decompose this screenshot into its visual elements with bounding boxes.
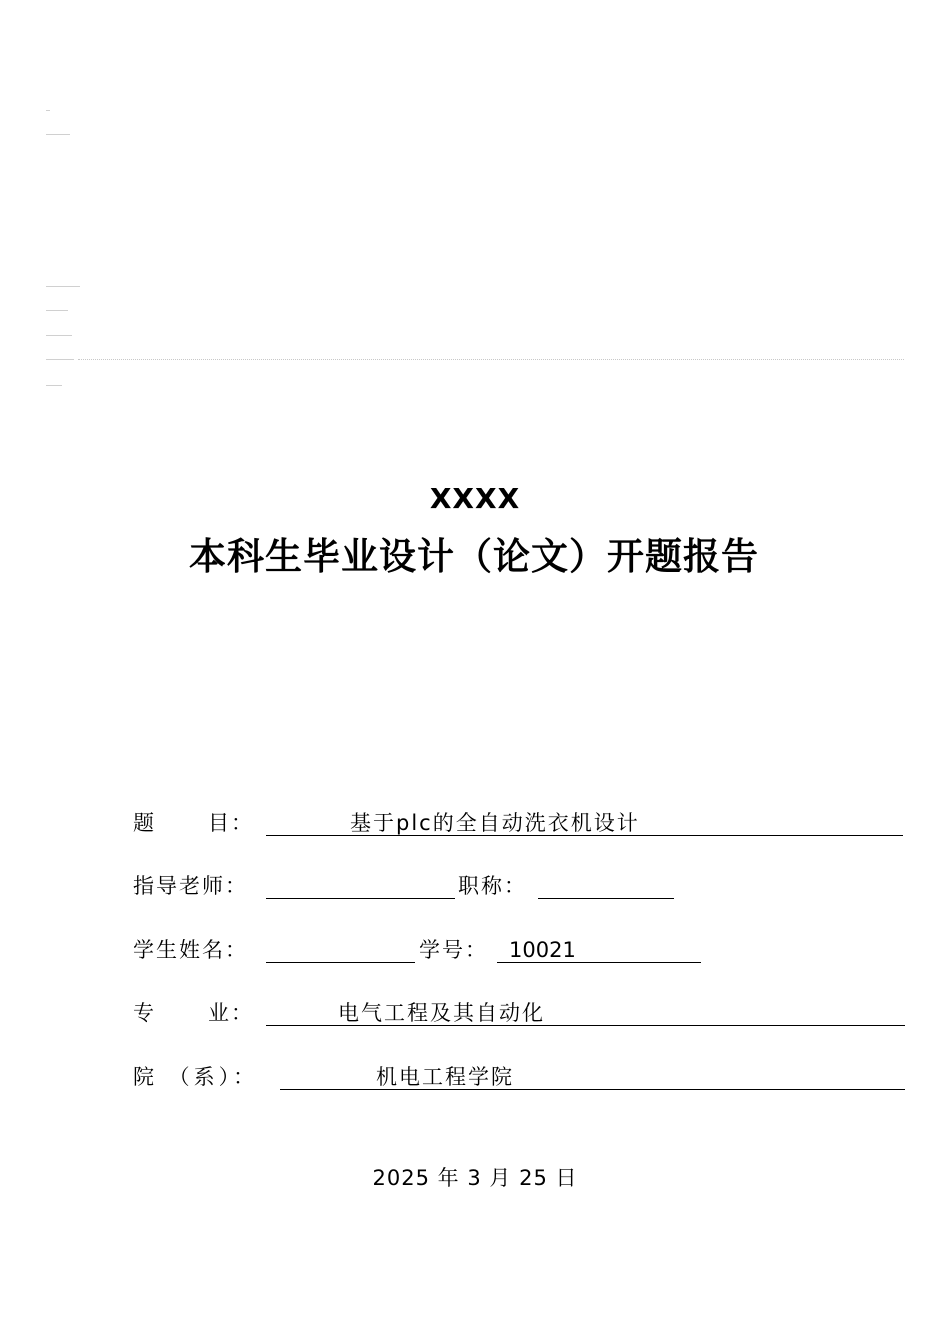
header-mark bbox=[46, 134, 70, 135]
advisor-title-field[interactable] bbox=[538, 871, 674, 899]
topic-label: 题 目： bbox=[133, 811, 255, 835]
department-field[interactable] bbox=[280, 1062, 905, 1090]
advisor-label: 指导老师： bbox=[133, 874, 248, 898]
student-id-label: 学号： bbox=[419, 938, 488, 962]
advisor-title-label: 职称： bbox=[458, 874, 527, 898]
header-mark bbox=[46, 385, 62, 386]
student-name-field[interactable] bbox=[266, 935, 415, 963]
advisor-field[interactable] bbox=[266, 871, 455, 899]
date-day: 25 bbox=[519, 1166, 548, 1190]
date-day-unit: 日 bbox=[555, 1166, 578, 1190]
advisor-row bbox=[133, 871, 678, 901]
major-field[interactable] bbox=[266, 998, 905, 1026]
student-name-label: 学生姓名： bbox=[133, 938, 248, 962]
topic-row bbox=[133, 808, 903, 838]
student-id-value: 10021 bbox=[509, 938, 576, 962]
student-row bbox=[133, 935, 703, 965]
university-name: XXXX bbox=[429, 482, 521, 515]
department-row bbox=[133, 1062, 905, 1092]
department-label: 院 （系）： bbox=[133, 1065, 259, 1089]
date-month-unit: 月 bbox=[489, 1166, 512, 1190]
student-id-field[interactable] bbox=[497, 935, 701, 963]
header-mark bbox=[46, 286, 80, 287]
department-value: 机电工程学院 bbox=[376, 1065, 514, 1089]
date-month: 3 bbox=[467, 1166, 482, 1190]
header-mark bbox=[46, 335, 72, 336]
report-date bbox=[0, 1162, 950, 1192]
report-title: 本科生毕业设计（论文）开题报告 bbox=[189, 535, 759, 578]
header-mark bbox=[46, 359, 74, 360]
header-mark bbox=[46, 110, 50, 111]
major-row bbox=[133, 998, 905, 1028]
date-year-unit: 年 bbox=[437, 1166, 460, 1190]
major-value: 电气工程及其自动化 bbox=[338, 1001, 545, 1025]
topic-value: 基于plc的全自动洗衣机设计 bbox=[350, 811, 640, 835]
header-rule bbox=[78, 359, 904, 360]
topic-field[interactable] bbox=[266, 808, 903, 836]
major-label: 专 业： bbox=[133, 1001, 255, 1025]
header-mark bbox=[46, 310, 68, 311]
date-year: 2025 bbox=[372, 1166, 430, 1190]
